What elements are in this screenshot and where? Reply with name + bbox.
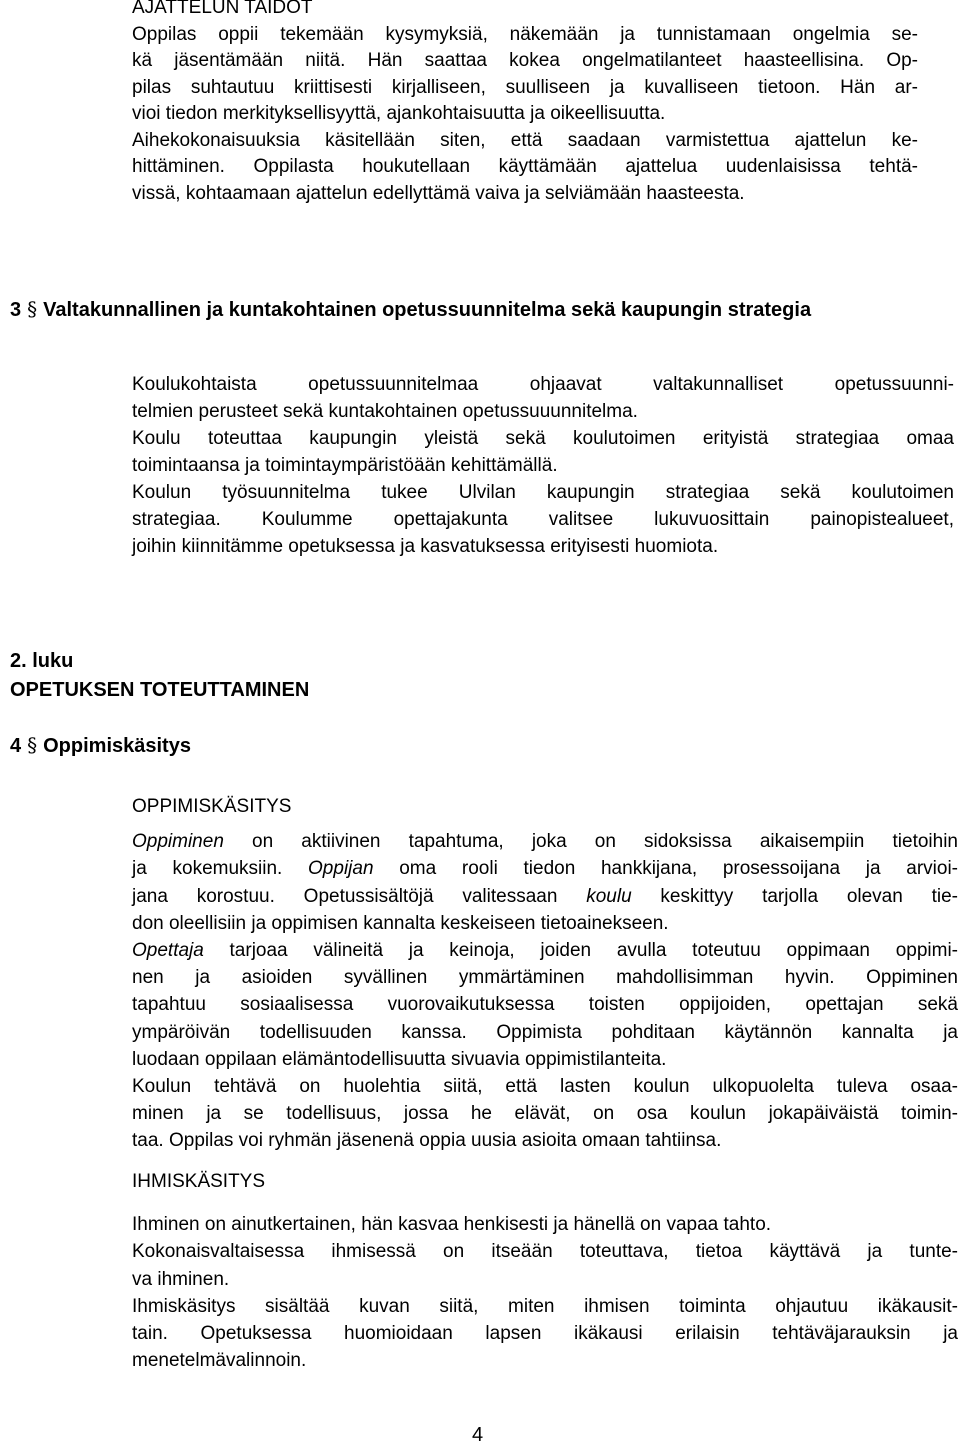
section-title: Oppimiskäsitys bbox=[43, 735, 191, 757]
ajattelu-line: vissä, kohtaamaan ajattelun edellyttämä vaiva ja selviämään haasteesta. bbox=[132, 182, 745, 204]
body-line: ja kokemuksiin. Oppijan oma rooli tiedon hankkijana, prosessoijana ja arvioi- bbox=[132, 858, 958, 880]
body-line: va ihminen. bbox=[132, 1268, 230, 1290]
body-line: tain. Opetuksessa huomioidaan lapsen ikäkausi erilaisin tehtäväjarauksin ja bbox=[132, 1323, 958, 1345]
section-title: Valtakunnallinen ja kuntakohtainen opetussuunnitelma sekä kaupungin strategia bbox=[43, 299, 812, 321]
section-3-body bbox=[132, 371, 954, 560]
chapter-label: 2. luku bbox=[10, 650, 74, 672]
body-line: Koulukohtaista opetussuunnitelmaa ohjaavat valtakunnalliset opetussuunni- bbox=[132, 374, 954, 395]
page-number: 4 bbox=[472, 1424, 484, 1446]
body-line: Koulun työsuunnitelma tukee Ulvilan kaupungin strategiaa sekä koulutoimen bbox=[132, 482, 954, 503]
body-line: Koulu toteuttaa kaupungin yleistä sekä koulutoimen erityistä strategiaa omaa bbox=[132, 428, 954, 449]
body-line: joihin kiinnitämme opetuksessa ja kasvatuksessa erityisesti huomiota. bbox=[132, 536, 719, 557]
emphasis: koulu bbox=[586, 885, 632, 907]
section-number: 3 bbox=[10, 299, 22, 321]
body-line: taa. Oppilas voi ryhmän jäsenenä oppia uusia asioita omaan tahtiinsa. bbox=[132, 1130, 722, 1152]
ajattelu-section bbox=[132, 0, 918, 207]
section-4-heading bbox=[10, 732, 191, 759]
body-line: don oleellisiin ja oppimisen kannalta keskeiseen tietoainekseen. bbox=[132, 912, 669, 934]
paragraph-sign: § bbox=[27, 733, 38, 757]
body-line: minen ja se todellisuus, jossa he elävät, on osa koulun jokapäiväistä toimin- bbox=[132, 1103, 958, 1125]
body-line: strategiaa. Koulumme opettajakunta valitsee lukuvuosittain painopistealueet, bbox=[132, 509, 954, 530]
body-line: Koulun tehtävä on huolehtia siitä, että lasten koulun ulkopuolelta tuleva osaa- bbox=[132, 1076, 958, 1098]
chapter-title: OPETUKSEN TOTEUTTAMINEN bbox=[10, 679, 310, 701]
ajattelu-line: kä jäsentämään niitä. Hän saattaa kokea ongelmatilanteet haasteellisina. Op- bbox=[132, 50, 918, 71]
ihmiskasitys-heading: IHMISKÄSITYS bbox=[132, 1171, 266, 1192]
paragraph-sign: § bbox=[27, 297, 38, 321]
section-number: 4 bbox=[10, 735, 22, 757]
ajattelu-line: Oppilas oppii tekemään kysymyksiä, näkemään ja tunnistamaan ongelmia se- bbox=[132, 23, 918, 45]
ajattelu-line: hittäminen. Oppilasta houkutellaan käyttämään ajattelua uudenlaisissa tehtä- bbox=[132, 156, 918, 177]
section-3-heading bbox=[10, 296, 811, 323]
ajattelu-line: Aihekokonaisuuksia käsitellään siten, että saadaan varmistettua ajattelun ke- bbox=[132, 129, 918, 151]
body-line: Kokonaisvaltaisessa ihmisessä on itseään toteuttava, tietoa käyttävä ja tunte- bbox=[132, 1241, 958, 1263]
emphasis: Oppijan bbox=[308, 858, 374, 880]
body-line: telmien perusteet sekä kuntakohtainen opetussuuunnitelma. bbox=[132, 401, 638, 422]
ajattelu-heading: AJATTELUN TAIDOT bbox=[132, 0, 313, 18]
body-line: Oppiminen on aktiivinen tapahtuma, joka on sidoksissa aikaisempiin tietoihin bbox=[132, 831, 958, 853]
oppimiskasitys-heading: OPPIMISKÄSITYS bbox=[132, 796, 292, 817]
emphasis: Opettaja bbox=[132, 940, 204, 962]
body-line: Ihminen on ainutkertainen, hän kasvaa henkisesti ja hänellä on vapaa tahto. bbox=[132, 1214, 772, 1236]
body-line: nen ja asioiden syvällinen ymmärtäminen mahdollisimman hyvin. Oppiminen bbox=[132, 967, 958, 989]
body-line: menetelmävalinnoin. bbox=[132, 1350, 307, 1372]
ajattelu-line: pilas suhtautuu kriittisesti kirjalliseen, suulliseen ja kuvalliseen tietoon. Hän ar- bbox=[132, 76, 918, 98]
oppimiskasitys-section bbox=[132, 793, 958, 1155]
body-line: luodaan oppilaan elämäntodellisuutta sivuavia oppimistilanteita. bbox=[132, 1048, 667, 1070]
body-line: ympäröivän todellisuuden kanssa. Oppimista pohditaan käytännön kannalta ja bbox=[132, 1021, 958, 1043]
ajattelu-line: vioi tiedon merkityksellisyyttä, ajankohtaisuutta ja oikeellisuutta. bbox=[132, 103, 666, 124]
emphasis: Oppiminen bbox=[132, 831, 224, 853]
body-line: jana korostuu. Opetussisältöjä valitessaan koulu keskittyy tarjolla olevan tie- bbox=[132, 885, 959, 907]
body-line: Opettaja tarjoaa välineitä ja keinoja, joiden avulla toteutuu oppimaan oppimi- bbox=[132, 940, 958, 962]
body-line: Ihmiskäsitys sisältää kuvan siitä, miten ihmisen toiminta ohjautuu ikäkausit- bbox=[132, 1295, 958, 1317]
body-line: tapahtuu sosiaalisessa vuorovaikutuksessa toisten oppijoiden, opettajan sekä bbox=[132, 994, 958, 1016]
body-line: toimintaansa ja toimintaympäristöään kehittämällä. bbox=[132, 455, 558, 476]
ihmiskasitys-section bbox=[132, 1168, 958, 1374]
